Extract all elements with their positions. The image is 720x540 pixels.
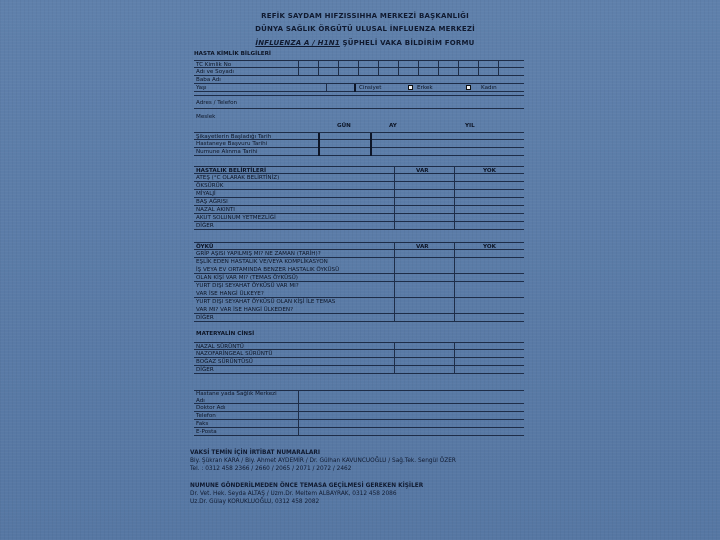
male-label: Erkek: [417, 85, 433, 91]
hospital-label: Telefon: [196, 413, 216, 419]
form-title-virus: İNFLUENZA A / H1N1: [255, 39, 340, 47]
symptom-label: ÖKSÜRÜK: [196, 183, 224, 189]
history-no-header: YOK: [483, 244, 496, 250]
symptom-row[interactable]: [194, 222, 524, 230]
hospital-label: Doktor Adı: [196, 405, 226, 411]
contact-phones: Tel. : 0312 458 2366 / 2660 / 2065 / 2071 / 2072 / 2462: [190, 466, 352, 472]
date-row-onset[interactable]: [194, 132, 524, 140]
patient-row-father[interactable]: [194, 76, 524, 84]
symptom-row[interactable]: [194, 190, 524, 198]
history-yes-header: VAR: [416, 244, 429, 250]
patient-row-label: Adı ve Soyadı: [196, 69, 234, 75]
history-row[interactable]: [194, 274, 524, 282]
sample-contact-line1: Dr. Vet. Hek. Seyda ALTAŞ / Uzm.Dr. Meltem ALBAYRAK, 0312 458 2086: [190, 491, 397, 497]
material-label: NAZOFARİNGEAL SÜRÜNTÜ: [196, 351, 273, 357]
history-label: İŞ VEYA EV ORTAMINDA BENZER HASTALIK ÖYKÜSÜ: [196, 267, 340, 273]
material-title: MATERYALİN CİNSİ: [196, 331, 255, 337]
hospital-row[interactable]: [194, 390, 524, 404]
date-row-label: Şikayetlerin Başladığı Tarih: [196, 134, 272, 140]
hospital-label-line1: Hastane yada Sağlık Merkezi: [196, 391, 277, 397]
history-row[interactable]: [194, 250, 524, 258]
symptom-label: ATEŞ (°C OLARAK BELİRTİNİZ): [196, 175, 280, 181]
hospital-label-line2: Adı: [196, 398, 205, 404]
male-checkbox[interactable]: [408, 85, 413, 90]
history-label: DİĞER: [196, 315, 214, 321]
female-checkbox[interactable]: [466, 85, 471, 90]
symptom-row[interactable]: [194, 214, 524, 222]
hospital-label: E-Posta: [196, 429, 217, 435]
patient-row-label: Baba Adı: [196, 77, 221, 83]
history-row[interactable]: [194, 306, 524, 314]
form-title: [180, 39, 550, 47]
material-row[interactable]: [194, 342, 524, 350]
material-label: BOĞAZ SÜRÜNTÜSÜ: [196, 359, 253, 365]
symptom-row[interactable]: [194, 198, 524, 206]
date-row-label: Numune Alınma Tarihi: [196, 149, 258, 155]
symptom-label: NAZAL AKINTI: [196, 207, 235, 213]
patient-row-label: TC Kimlik No: [196, 62, 232, 68]
history-label: GRİP AŞISI YAPILMIŞ MI? NE ZAMAN (TARİH)?: [196, 251, 321, 257]
contact-names: Biy. Şükran KARA / Biy. Ahmet AYDEMİR / Dr. Gülhan KAVUNCUOĞLU / Sağ.Tek. Sengül ÖZER: [190, 458, 456, 464]
date-row-admission[interactable]: [194, 140, 524, 148]
hospital-row[interactable]: [194, 412, 524, 420]
gender-label: Cinsiyet: [359, 85, 382, 91]
history-label: OLAN KİŞİ VAR MI? (TEMAS ÖYKÜSÜ): [196, 275, 298, 281]
symptom-label: BAŞ AĞRISI: [196, 199, 228, 205]
symptoms-title: HASTALIK BELİRTİLERİ: [196, 168, 267, 174]
form-title-rest: ŞÜPHELİ VAKA BİLDİRİM FORMU: [339, 39, 475, 47]
form-header-line2: DÜNYA SAĞLIK ÖRGÜTÜ ULUSAL İNFLUENZA MERKEZİ: [255, 25, 475, 33]
history-label: VAR İSE HANGİ ÜLKEYE?: [196, 291, 264, 297]
symptoms-yes-header: VAR: [416, 168, 429, 174]
female-label: Kadın: [481, 85, 497, 91]
hospital-row[interactable]: [194, 404, 524, 412]
patient-row-name[interactable]: [194, 68, 524, 76]
material-row[interactable]: [194, 350, 524, 358]
history-label: YURT DIŞI SEYAHAT ÖYKÜSÜ VAR MI?: [196, 283, 299, 289]
date-header-day: GÜN: [337, 123, 351, 129]
history-row[interactable]: [194, 258, 524, 266]
sample-contact-line2: Uz.Dr. Gülay KORUKLUOĞLU, 0312 458 2082: [190, 499, 320, 505]
occupation-label: Meslek: [196, 114, 216, 120]
hospital-row[interactable]: [194, 428, 524, 436]
symptom-label: MİYALJİ: [196, 191, 216, 197]
hospital-row[interactable]: [194, 420, 524, 428]
date-row-label: Hastaneye Başvuru Tarihi: [196, 141, 268, 147]
date-header-year: YIL: [465, 123, 475, 129]
symptom-label: AKUT SOLUNUM YETMEZLİĞİ: [196, 215, 276, 221]
history-row[interactable]: [194, 282, 524, 290]
symptom-row[interactable]: [194, 206, 524, 214]
history-label: EŞLİK EDEN HASTALIK VE/VEYA KOMPLİKASYON: [196, 259, 328, 265]
material-label: NAZAL SÜRÜNTÜ: [196, 344, 244, 350]
hospital-label: Faks: [196, 421, 209, 427]
history-row[interactable]: [194, 298, 524, 306]
symptom-row[interactable]: [194, 182, 524, 190]
symptom-label: DİĞER: [196, 223, 214, 229]
history-title: ÖYKÜ: [196, 244, 214, 250]
symptom-row[interactable]: [194, 174, 524, 182]
history-label: VAR MI? VAR İSE HANGİ ÜLKEDEN?: [196, 307, 294, 313]
patient-row-tc[interactable]: [194, 60, 524, 68]
symptoms-header: [194, 166, 524, 174]
material-row[interactable]: [194, 358, 524, 366]
date-header-month: AY: [389, 123, 397, 129]
contact-title: VAKSİ TEMİN İÇİN İRTİBAT NUMARALARI: [190, 450, 321, 456]
symptoms-no-header: YOK: [483, 168, 496, 174]
material-row[interactable]: [194, 366, 524, 374]
history-row[interactable]: [194, 314, 524, 322]
sample-contact-title: NUMUNE GÖNDERİLMEDEN ÖNCE TEMASA GEÇİLMESİ GEREKEN KİŞİLER: [190, 483, 424, 489]
patient-row-label: Yaşı: [196, 85, 207, 91]
history-row[interactable]: [194, 290, 524, 298]
date-row-sample[interactable]: [194, 148, 524, 156]
history-header: [194, 242, 524, 250]
form-header-line1: REFİK SAYDAM HIFZISSIHHA MERKEZİ BAŞKANLIĞI: [261, 12, 469, 20]
hospital-label: [196, 391, 277, 405]
patient-row-age[interactable]: [194, 84, 524, 92]
material-label: DİĞER: [196, 367, 214, 373]
patient-section-title: HASTA KİMLİK BİLGİLERİ: [194, 51, 271, 57]
history-row[interactable]: [194, 266, 524, 274]
address-label: Adres / Telefon: [196, 100, 238, 106]
history-label: YURT DIŞI SEYAHAT ÖYKÜSÜ OLAN KİŞİ İLE TEMAS: [196, 299, 336, 305]
